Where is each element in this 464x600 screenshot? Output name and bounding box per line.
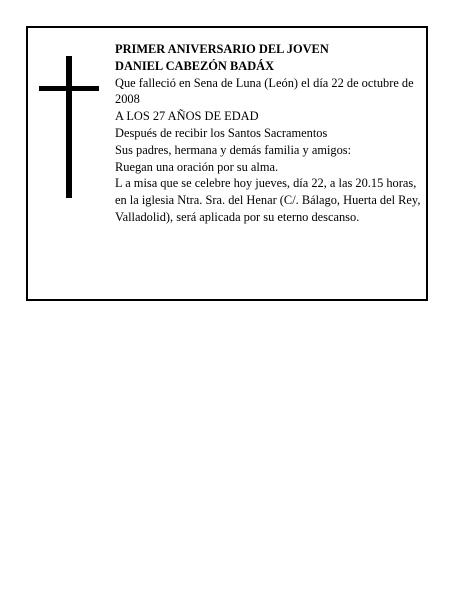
obituary-notice xyxy=(26,26,428,301)
family-text: Sus padres, hermana y demás familia y amigos: xyxy=(115,142,352,157)
prayer-text: Ruegan una oración por su alma. xyxy=(115,159,279,174)
cross-vertical-bar xyxy=(66,56,72,198)
cross-horizontal-bar xyxy=(39,86,99,91)
notice-heading-line1: PRIMER ANIVERSARIO DEL JOVEN xyxy=(115,42,329,56)
cross-icon xyxy=(39,56,99,198)
notice-heading-line2: DANIEL CABEZÓN BADÁX xyxy=(115,58,275,73)
age-text: A LOS 27 AÑOS DE EDAD xyxy=(115,109,259,124)
sacraments-text: Después de recibir los Santos Sacramentos xyxy=(115,125,328,140)
notice-text xyxy=(115,41,421,226)
passed-away-text: Que falleció en Sena de Luna (León) el día 22 de octubre de 2008 xyxy=(115,75,414,107)
mass-text: L a misa que se celebre hoy jueves, día 22, a las 20.15 horas, en la iglesia Ntra. Sra. del Henar (C/. Bálago, Huerta del Rey, Valladolid), será aplicada por su eterno descanso. xyxy=(115,176,421,224)
